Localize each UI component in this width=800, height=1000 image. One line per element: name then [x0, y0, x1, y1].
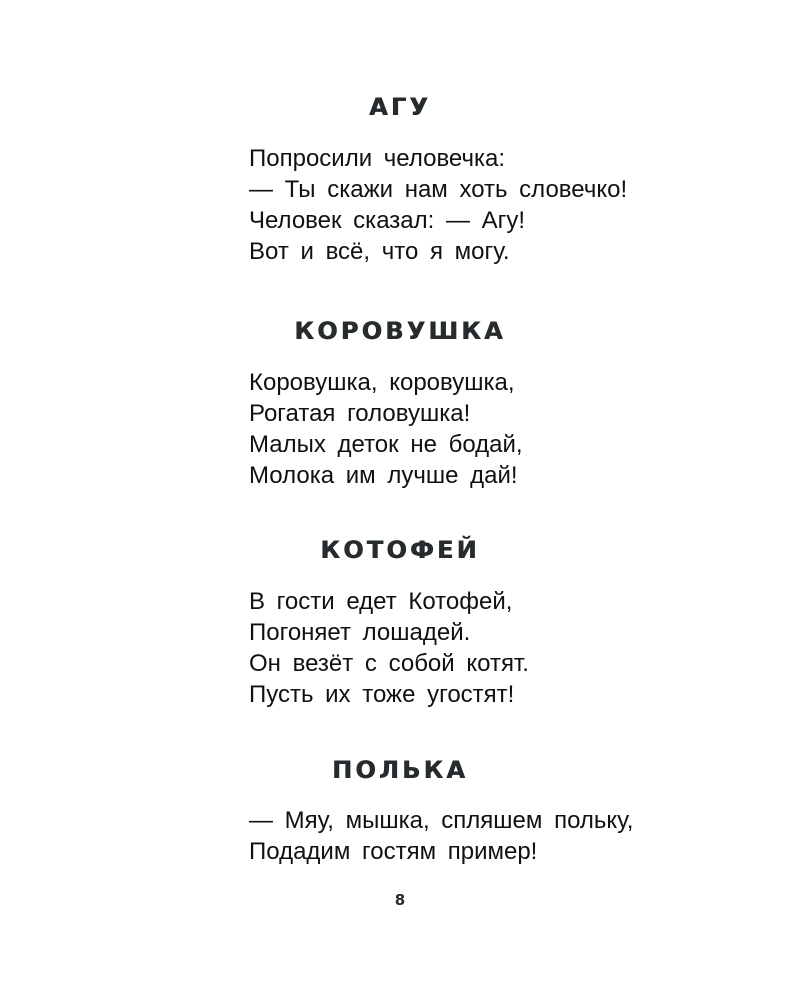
poem-title-kotofey: КОТОФЕЙ — [320, 536, 480, 564]
poem-line: — Мяу, мышка, спляшем польку, — [249, 807, 634, 834]
poem-line: Попросили человечка: — [249, 145, 506, 172]
poem-line: — Ты скажи нам хоть словечко! — [249, 176, 628, 203]
poem-title-polka: ПОЛЬКА — [331, 756, 469, 784]
poem-line: Он везёт с собой котят. — [249, 650, 529, 677]
poem-line: Рогатая головушка! — [249, 400, 471, 427]
poem-stanza-polka — [249, 805, 633, 867]
poem-stanza-agu — [249, 143, 627, 267]
poem-title-agu: АГУ — [369, 93, 431, 121]
poem-line: Пусть их тоже угостят! — [249, 681, 515, 708]
poem-line: Молока им лучше дай! — [249, 462, 518, 489]
poem-line: Вот и всё, что я могу. — [249, 238, 510, 265]
poem-stanza-korovushka — [249, 367, 523, 491]
poem-stanza-kotofey — [249, 586, 529, 710]
poem-line: Человек сказал: — Агу! — [249, 207, 526, 234]
page-number: 8 — [394, 891, 406, 909]
poem-line: Малых деток не бодай, — [249, 431, 523, 458]
poem-line: В гости едет Котофей, — [249, 588, 513, 615]
poem-line: Погоняет лошадей. — [249, 619, 471, 646]
poem-line: Подадим гостям пример! — [249, 838, 538, 865]
poem-line: Коровушка, коровушка, — [249, 369, 515, 396]
poem-title-korovushka: КОРОВУШКА — [294, 317, 506, 345]
